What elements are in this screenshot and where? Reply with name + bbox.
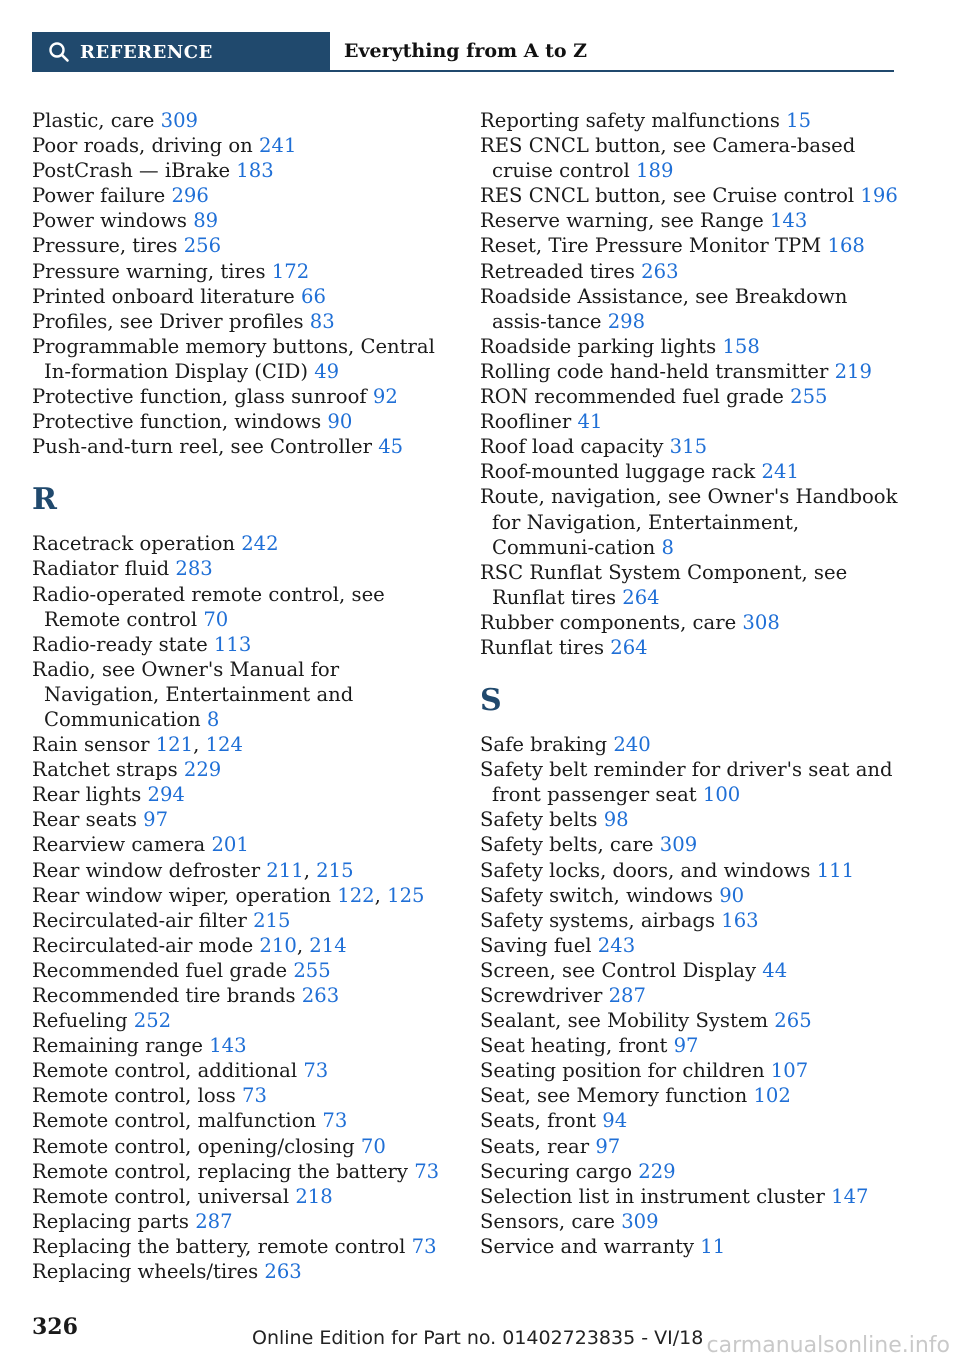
page-link[interactable]: 296 [171, 184, 209, 208]
entry-text: Reset, Tire Pressure Monitor TPM [480, 234, 828, 258]
entry-text: Rearview camera [32, 833, 212, 857]
section-letter: S [480, 683, 502, 719]
entry-text: Replacing parts [32, 1209, 196, 1233]
entry-text: Radio, see Owner's Manual for Navigation, Entertainment and Communication [32, 657, 354, 731]
index-entry [480, 832, 900, 857]
page-link[interactable]: 98 [603, 808, 629, 832]
entry-text: Rear window wiper, operation [32, 883, 338, 907]
entry-text: Protective function, glass sunroof [32, 385, 373, 409]
page-link[interactable]: 229 [638, 1159, 676, 1183]
index-entry [32, 582, 457, 632]
index-column-left [32, 108, 457, 1284]
page-link[interactable]: 15 [786, 109, 812, 132]
index-entry [32, 1259, 457, 1284]
entry-text: Plastic, care [32, 109, 161, 132]
page-link[interactable]: 309 [659, 833, 698, 857]
index-entry [480, 933, 900, 958]
index-entry [32, 757, 457, 782]
index-entry [480, 1209, 900, 1234]
page-link[interactable]: 8 [661, 535, 674, 559]
page-link[interactable]: 219 [834, 359, 872, 383]
index-entry [32, 1108, 457, 1133]
index-entry [480, 409, 900, 434]
entry-text: Radiator fluid [32, 557, 176, 581]
entry-text: Replacing wheels/tires [32, 1260, 265, 1284]
page-link[interactable]: 287 [195, 1209, 233, 1233]
index-entry: Recirculated-air mode 210, 214 [32, 933, 347, 957]
entry-text: Service and warranty [480, 1234, 701, 1258]
entry-text: Power failure [32, 184, 172, 208]
entry-text: Pressure, tires [32, 234, 184, 258]
page-link[interactable]: 102 [753, 1084, 791, 1108]
entry-text: Safety belts [480, 808, 604, 832]
entry-text: Remote control, opening/closing [32, 1134, 361, 1158]
page-link[interactable]: 241 [259, 134, 297, 158]
entry-text: Safety switch, windows [480, 883, 720, 907]
entry-text: RSC Runflat System Component, see Runflat tires [480, 560, 848, 609]
page-link[interactable]: 264 [610, 635, 648, 659]
entry-text: Remote control, universal [32, 1184, 296, 1208]
entry-text: Power windows [32, 209, 194, 233]
page-link[interactable]: 240 [613, 733, 651, 757]
page-link[interactable]: 73 [322, 1109, 348, 1133]
page-link[interactable]: 252 [133, 1009, 172, 1033]
index-entry [480, 359, 900, 384]
page-link[interactable]: 168 [827, 234, 865, 258]
entry-text: Recommended tire brands [32, 984, 302, 1007]
page-link[interactable]: 73 [303, 1059, 329, 1083]
page-link[interactable]: 172 [271, 259, 310, 283]
entry-text: Remote control, malfunction [32, 1109, 323, 1133]
watermark: carmanualsonline.info [706, 1333, 950, 1358]
index-entry [480, 732, 900, 757]
index-entry [480, 384, 900, 409]
entry-text: Seat, see Memory function [480, 1084, 754, 1108]
page-link[interactable]: 283 [175, 557, 213, 581]
page-link[interactable]: 41 [577, 410, 603, 434]
entry-text: Remaining range [32, 1034, 210, 1058]
entry-text: Refueling [32, 1009, 134, 1033]
entry-text: Remote control, loss [32, 1084, 242, 1108]
page-link[interactable]: 94 [602, 1109, 628, 1133]
entry-text: Safety systems, airbags [480, 908, 722, 932]
entry-text: Screen, see Control Display [480, 958, 763, 982]
index-entry [480, 560, 900, 610]
index-entry [480, 1008, 900, 1033]
index-entry [32, 1134, 457, 1159]
page-link[interactable]: 11 [700, 1234, 726, 1258]
page-link[interactable]: 294 [147, 783, 185, 807]
index-entry [32, 384, 457, 409]
entry-text: Screwdriver [480, 984, 609, 1007]
index-entry [480, 610, 900, 635]
entry-text: Safety belts, care [480, 833, 660, 857]
page-link[interactable]: 215 [316, 858, 354, 882]
index-entry [32, 309, 457, 334]
entry-text: Seating position for children [480, 1059, 771, 1083]
page-link[interactable]: 163 [721, 908, 759, 932]
page-header [32, 32, 894, 72]
entry-text: Pressure warning, tires [32, 259, 272, 283]
page-link[interactable]: 8 [206, 707, 220, 731]
index-entry [32, 782, 457, 807]
index-entry [32, 1209, 457, 1234]
index-entry [32, 133, 457, 158]
entry-text: Sealant, see Mobility System [480, 1009, 775, 1033]
entry-text: Seats, front [480, 1109, 603, 1133]
index-entry [480, 334, 900, 359]
index-entry [480, 635, 900, 660]
page-link[interactable]: 73 [414, 1159, 440, 1183]
page-link[interactable]: 309 [621, 1209, 659, 1233]
index-entry [480, 1234, 900, 1259]
entry-text: Safety locks, doors, and windows [480, 858, 817, 882]
index-entry [480, 1134, 900, 1159]
entry-text: Seats, rear [480, 1134, 596, 1158]
entry-text: Profiles, see Driver profiles [32, 309, 310, 333]
page-link[interactable]: 211 [266, 858, 304, 882]
index-entry [480, 259, 900, 284]
index-entry [480, 1058, 900, 1083]
index-entry [32, 657, 457, 732]
page-link[interactable]: 89 [193, 209, 219, 233]
page-title: Everything from A to Z [330, 32, 894, 72]
entry-text: Remote control, replacing the battery [32, 1159, 415, 1183]
entry-text: Protective function, windows [32, 410, 328, 434]
index-entry [32, 334, 457, 384]
index-entry [32, 1033, 457, 1058]
index-entry: Rear window defroster 211, 215 [32, 858, 354, 882]
page-link[interactable]: 255 [790, 385, 828, 409]
index-entry [480, 858, 900, 883]
page-link[interactable]: 263 [264, 1260, 302, 1284]
index-column-right [480, 108, 900, 1259]
page-link[interactable]: 287 [608, 984, 646, 1007]
page-link[interactable]: 121 [155, 733, 194, 757]
section-label: REFERENCE [80, 41, 213, 63]
index-entry [480, 1184, 900, 1209]
section-tab [32, 32, 330, 72]
index-entry [480, 1083, 900, 1108]
index-entry [32, 409, 457, 434]
page-link[interactable]: 298 [607, 309, 646, 333]
entry-text: Safety belt reminder for driver's seat and front passenger seat [480, 758, 893, 807]
entry-text: Roadside Assistance, see Breakdown assis‐tance [480, 284, 848, 333]
index-entry [32, 208, 457, 233]
page-link[interactable]: 90 [327, 410, 353, 434]
entry-text: PostCrash — iBrake [32, 159, 237, 183]
index-entry [480, 1033, 900, 1058]
page-link[interactable]: 49 [314, 359, 340, 383]
page-link[interactable]: 70 [203, 607, 229, 631]
entry-text: Seat heating, front [480, 1034, 674, 1058]
index-entry [480, 1108, 900, 1133]
entry-text: Retreaded tires [480, 259, 642, 283]
index-entry [32, 958, 457, 983]
index-entry [32, 632, 457, 657]
index-entry [32, 233, 457, 258]
index-entry [480, 233, 900, 258]
entry-text: Replacing the battery, remote control [32, 1234, 412, 1258]
entry-text: Radio-ready state [32, 632, 214, 656]
entry-text: Radio-operated remote control, see Remote control [32, 582, 385, 631]
index-entry [32, 832, 457, 857]
page-link[interactable]: 147 [831, 1184, 869, 1208]
page-link[interactable]: 73 [411, 1234, 437, 1258]
entry-text: Roof-mounted luggage rack [480, 460, 762, 484]
index-entry [32, 556, 457, 581]
index-entry [480, 807, 900, 832]
magnifier-icon [48, 41, 70, 63]
index-entry [480, 757, 900, 807]
page-link[interactable]: 158 [722, 334, 760, 358]
page-link[interactable]: 183 [236, 159, 274, 183]
index-entry [32, 1083, 457, 1108]
page-link[interactable]: 263 [301, 984, 340, 1007]
index-entry [32, 108, 457, 133]
index-entry: Rear window wiper, operation 122, 125 [32, 883, 425, 907]
page-link[interactable]: 243 [597, 933, 636, 957]
index-entry: Rain sensor 121, 124 [32, 733, 243, 757]
index-entry [480, 958, 900, 983]
index-entry [480, 484, 900, 559]
page-link[interactable]: 264 [622, 585, 660, 609]
entry-text: Ratchet straps [32, 758, 184, 782]
index-entry [480, 1159, 900, 1184]
entry-text: Reporting safety malfunctions [480, 109, 787, 132]
index-entry [32, 531, 457, 556]
index-entry [32, 284, 457, 309]
page-link[interactable]: 143 [209, 1034, 247, 1058]
page-link[interactable]: 107 [770, 1059, 809, 1083]
index-entry [32, 434, 457, 459]
entry-text: Saving fuel [480, 933, 598, 957]
edition-footer: Online Edition for Part no. 01402723835 - VI/18 [252, 1327, 704, 1349]
entry-text: Rubber components, care [480, 610, 743, 634]
page-link[interactable]: 214 [309, 933, 347, 957]
entry-text: Recirculated-air filter [32, 908, 254, 932]
page-link[interactable]: 97 [673, 1034, 699, 1058]
page-link[interactable]: 263 [641, 259, 679, 283]
entry-text: Runflat tires [480, 635, 611, 659]
entry-text: Poor roads, driving on [32, 134, 260, 158]
page-link[interactable]: 143 [769, 209, 808, 233]
page-link[interactable]: 229 [183, 758, 222, 782]
index-entry [32, 1159, 457, 1184]
entry-text: RES CNCL button, see Cruise control [480, 184, 861, 208]
index-entry [32, 908, 457, 933]
page-link[interactable]: 45 [378, 435, 404, 459]
entry-text: Safe braking [480, 733, 614, 757]
entry-text: Roofliner [480, 410, 578, 434]
page-link[interactable]: 196 [860, 184, 898, 208]
page-number: 326 [32, 1314, 78, 1340]
index-entry [32, 1058, 457, 1083]
index-entry [480, 183, 900, 208]
entry-text: Securing cargo [480, 1159, 639, 1183]
index-entry [32, 183, 457, 208]
index-entry [32, 1184, 457, 1209]
entry-text: RON recommended fuel grade [480, 385, 791, 409]
entry-text: Rain sensor [32, 733, 156, 757]
index-entry [32, 158, 457, 183]
entry-text: Push-and-turn reel, see Controller [32, 435, 379, 459]
index-entry [32, 983, 457, 1008]
page-link[interactable]: 73 [241, 1084, 267, 1108]
entry-text: Roadside parking lights [480, 334, 723, 358]
entry-text: Rear seats [32, 808, 144, 832]
page-link[interactable]: 218 [295, 1184, 333, 1208]
page-link[interactable]: 66 [300, 284, 326, 308]
index-entry [32, 259, 457, 284]
page-link[interactable]: 215 [253, 908, 291, 932]
entry-text: Racetrack operation [32, 532, 242, 556]
page-link[interactable]: 201 [211, 833, 249, 857]
entry-text: Rear lights [32, 783, 148, 807]
index-entry [480, 459, 900, 484]
index-entry [480, 108, 900, 133]
entry-text: Roof load capacity [480, 435, 670, 459]
entry-text: Recommended fuel grade [32, 958, 294, 982]
entry-text: Rear window defroster [32, 858, 267, 882]
page-link[interactable]: 83 [309, 309, 335, 333]
entry-text: RES CNCL button, see Camera-based cruise control [480, 134, 856, 183]
page-link[interactable]: 92 [372, 385, 398, 409]
page-link[interactable]: 241 [761, 460, 799, 484]
page-link[interactable]: 189 [636, 159, 674, 183]
entry-text: Reserve warning, see Range [480, 209, 770, 233]
index-entry [32, 1008, 457, 1033]
page-link[interactable]: 256 [183, 234, 222, 258]
entry-text: Remote control, additional [32, 1059, 304, 1083]
page-link[interactable]: 210 [259, 933, 297, 957]
page-link[interactable]: 315 [669, 435, 708, 459]
index-entry [480, 983, 900, 1008]
entry-text: Programmable memory buttons, Central In‐formation Display (CID) [32, 334, 435, 383]
page-link[interactable]: 97 [595, 1134, 621, 1158]
index-entry [32, 1234, 457, 1259]
page-link[interactable]: 122 [337, 883, 375, 907]
page-link[interactable]: 124 [205, 733, 243, 757]
page-link[interactable]: 111 [816, 858, 855, 882]
page-link[interactable]: 242 [241, 532, 279, 556]
entry-text: Sensors, care [480, 1209, 622, 1233]
entry-text: Recirculated-air mode [32, 933, 260, 957]
entry-text: Route, navigation, see Owner's Handbook for Navigation, Entertainment, Communi‐cation [480, 485, 898, 559]
page-link[interactable]: 309 [160, 109, 199, 132]
page-link[interactable]: 125 [387, 883, 425, 907]
page-link[interactable]: 44 [762, 958, 788, 982]
page-link[interactable]: 265 [774, 1009, 812, 1033]
index-entry [480, 883, 900, 908]
page-link[interactable]: 70 [360, 1134, 386, 1158]
index-entry [480, 284, 900, 334]
index-entry [480, 908, 900, 933]
entry-text: Selection list in instrument cluster [480, 1184, 832, 1208]
page-link[interactable]: 113 [213, 632, 252, 656]
index-entry [480, 434, 900, 459]
index-entry [480, 133, 900, 183]
entry-text: Rolling code hand-held transmitter [480, 359, 835, 383]
index-entry [32, 807, 457, 832]
section-letter: R [32, 482, 57, 518]
page-link[interactable]: 100 [702, 783, 741, 807]
page-link[interactable]: 255 [293, 958, 331, 982]
page-link[interactable]: 97 [143, 808, 169, 832]
page-link[interactable]: 308 [742, 610, 780, 634]
entry-text: Printed onboard literature [32, 284, 301, 308]
page-link[interactable]: 90 [719, 883, 745, 907]
index-entry [480, 208, 900, 233]
